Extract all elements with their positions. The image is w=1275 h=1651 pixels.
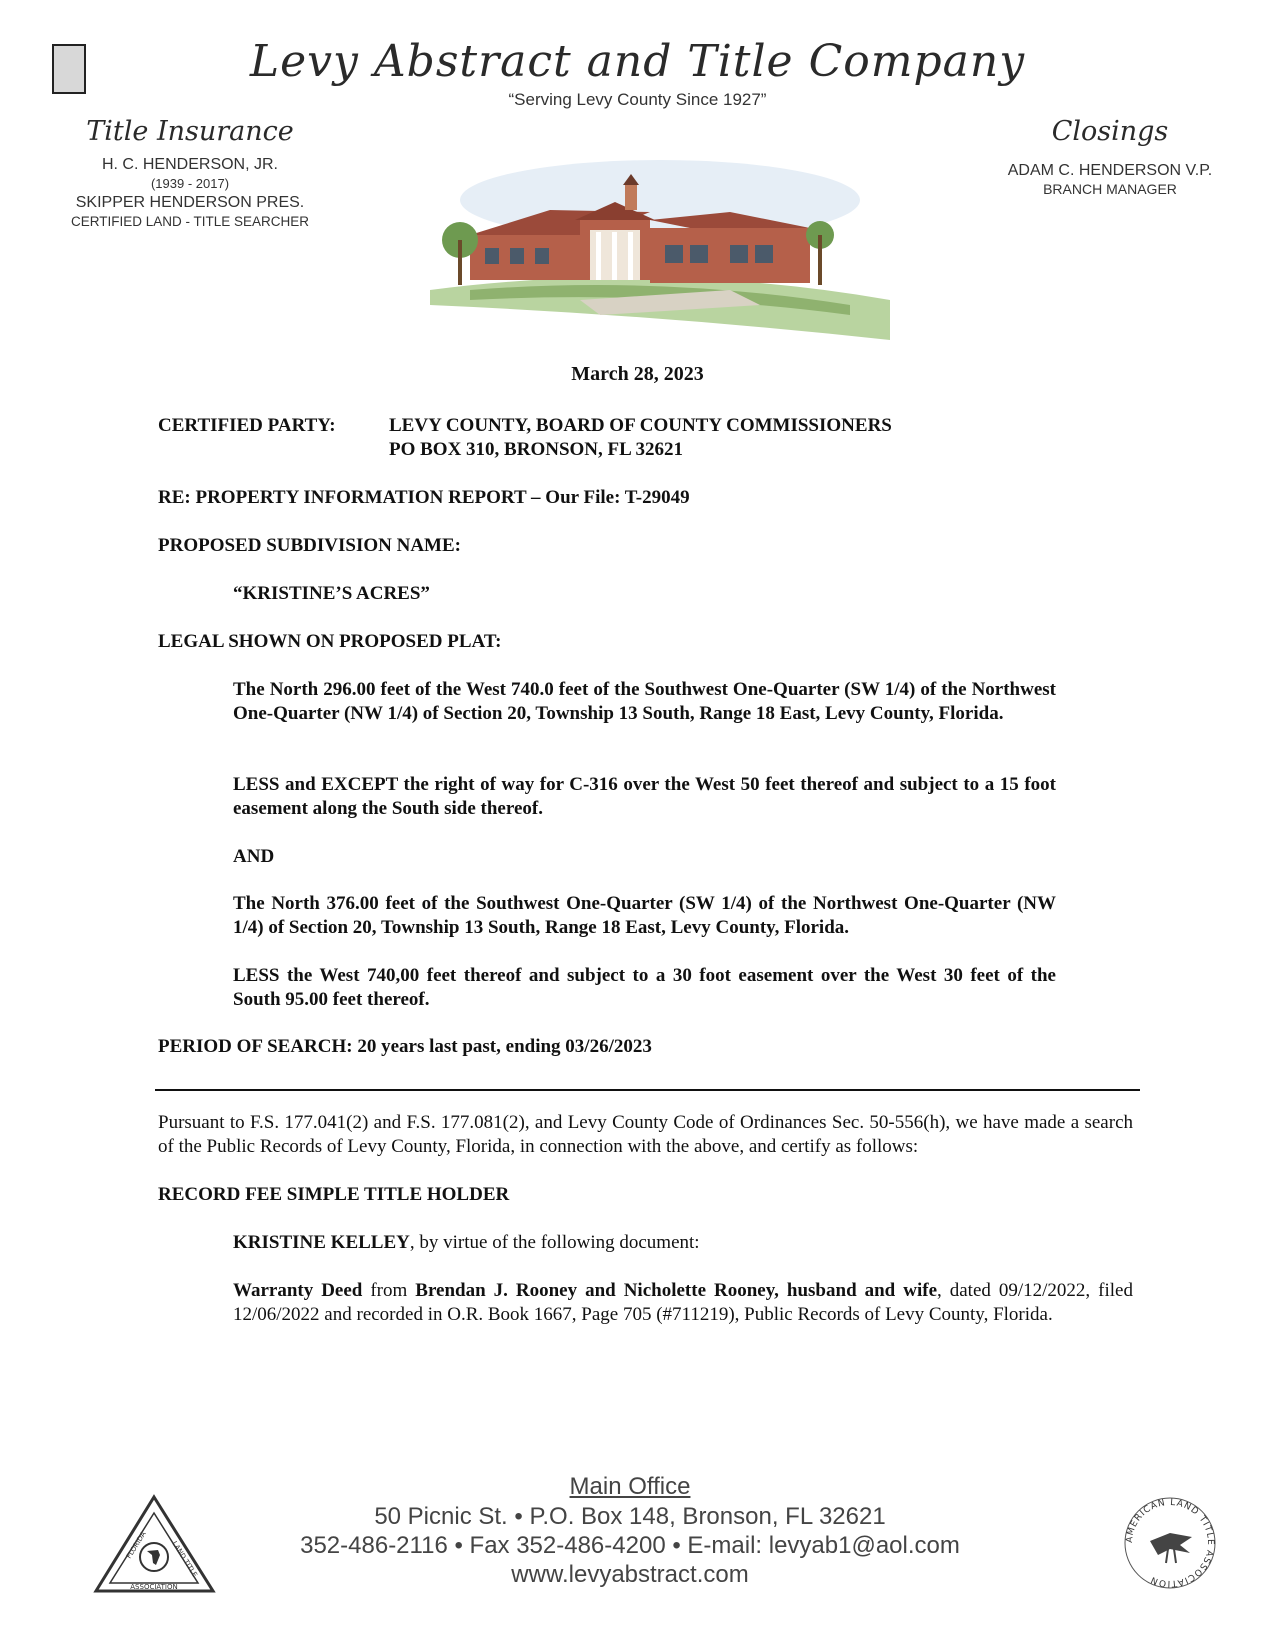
staff-line: SKIPPER HENDERSON PRES. (75, 194, 305, 211)
legal-paragraph: LESS the West 740,00 feet thereof and subject to a 30 foot easement over the West 30 feet of the South 95.00 feet thereof. (233, 965, 1056, 1010)
legal-paragraph: LESS and EXCEPT the right of way for C-316 over the West 50 feet thereof and subject to a 15 foot easement along the South side thereof. (233, 774, 1056, 819)
staff-line: ADAM C. HENDERSON V.P. (1007, 162, 1213, 179)
logo-text: ASSOCIATION (130, 1583, 178, 1591)
american-land-title-association-seal (1120, 1493, 1220, 1593)
closings-heading: Closings (1051, 116, 1169, 147)
legal-and: AND (233, 846, 275, 867)
certified-party-name: LEVY COUNTY, BOARD OF COUNTY COMMISSIONERS (389, 415, 892, 436)
subdivision-label: PROPOSED SUBDIVISION NAME: (158, 535, 461, 556)
deed-type: Warranty Deed (233, 1280, 363, 1301)
subdivision-name: “KRISTINE’S ACRES” (233, 583, 430, 604)
section-divider (155, 1089, 1140, 1091)
footer-office-label: Main Office (569, 1473, 691, 1500)
deed-paragraph (233, 1279, 1133, 1327)
staff-line: (1939 - 2017) (150, 176, 230, 191)
legal-label: LEGAL SHOWN ON PROPOSED PLAT: (158, 631, 502, 652)
staff-line: BRANCH MANAGER (1043, 181, 1177, 197)
deed-text: , dated 09/12/2022, filed 12/06/2022 and recorded in O.R. Book 1667, Page 705 (#711219), Public Records of Levy County, Florida. (233, 1280, 1133, 1325)
left-staff-block (40, 155, 340, 231)
logo-text: FLORIDA (124, 1530, 148, 1561)
legal-paragraph: The North 296.00 feet of the West 740.0 feet of the Southwest One-Quarter (SW 1/4) of the Northwest One-Quarter (NW 1/4) of Section 20, Township 13 South, Range 18 East, Levy County, Florida. (233, 679, 1056, 724)
holder-name: KRISTINE KELLEY (233, 1232, 410, 1253)
title-insurance-heading: Title Insurance (86, 116, 294, 147)
deed-text: from (362, 1280, 416, 1301)
re-line: RE: PROPERTY INFORMATION REPORT – Our File: T-29049 (158, 487, 690, 508)
legal-paragraph: The North 376.00 feet of the Southwest One-Quarter (SW 1/4) of the Northwest One-Quarter (NW 1/4) of Section 20, Township 13 South, Range 18 East, Levy County, Florida. (233, 893, 1056, 938)
florida-land-title-association-logo (92, 1493, 217, 1595)
certified-party-label: CERTIFIED PARTY: (158, 415, 336, 436)
staff-line: H. C. HENDERSON, JR. (101, 156, 278, 173)
seal-text: AMERICAN LAND TITLE ASSOCIATION (1124, 1497, 1216, 1589)
tagline: “Serving Levy County Since 1927” (508, 90, 767, 109)
pursuant-paragraph: Pursuant to F.S. 177.041(2) and F.S. 177.081(2), and Levy County Code of Ordinances Sec. 50-556(h), we have made a search of the Public Records of Levy County, Florida, in connection with the above, and certify as follows: (158, 1112, 1133, 1157)
document-date: March 28, 2023 (571, 363, 704, 385)
certified-party-address: PO BOX 310, BRONSON, FL 32621 (389, 439, 683, 460)
footer-address: 50 Picnic St. • P.O. Box 148, Bronson, FL 32621 (374, 1503, 886, 1530)
company-name: Levy Abstract and Title Company (249, 36, 1026, 87)
holder-rest: , by virtue of the following document: (409, 1232, 700, 1253)
period-of-search: PERIOD OF SEARCH: 20 years last past, ending 03/26/2023 (158, 1036, 652, 1057)
logo-text: LAND TITLE (170, 1539, 199, 1579)
right-staff-block (960, 161, 1260, 199)
office-building-illustration (430, 140, 890, 345)
grantors: Brendan J. Rooney and Nicholette Rooney, husband and wife (415, 1280, 937, 1301)
title-holder-heading: RECORD FEE SIMPLE TITLE HOLDER (158, 1184, 510, 1205)
footer-website: www.levyabstract.com (511, 1561, 749, 1588)
staff-line: CERTIFIED LAND - TITLE SEARCHER (70, 214, 310, 229)
title-holder-line (233, 1231, 700, 1255)
footer-contact: 352-486-2116 • Fax 352-486-4200 • E-mail: levyab1@aol.com (300, 1532, 960, 1559)
